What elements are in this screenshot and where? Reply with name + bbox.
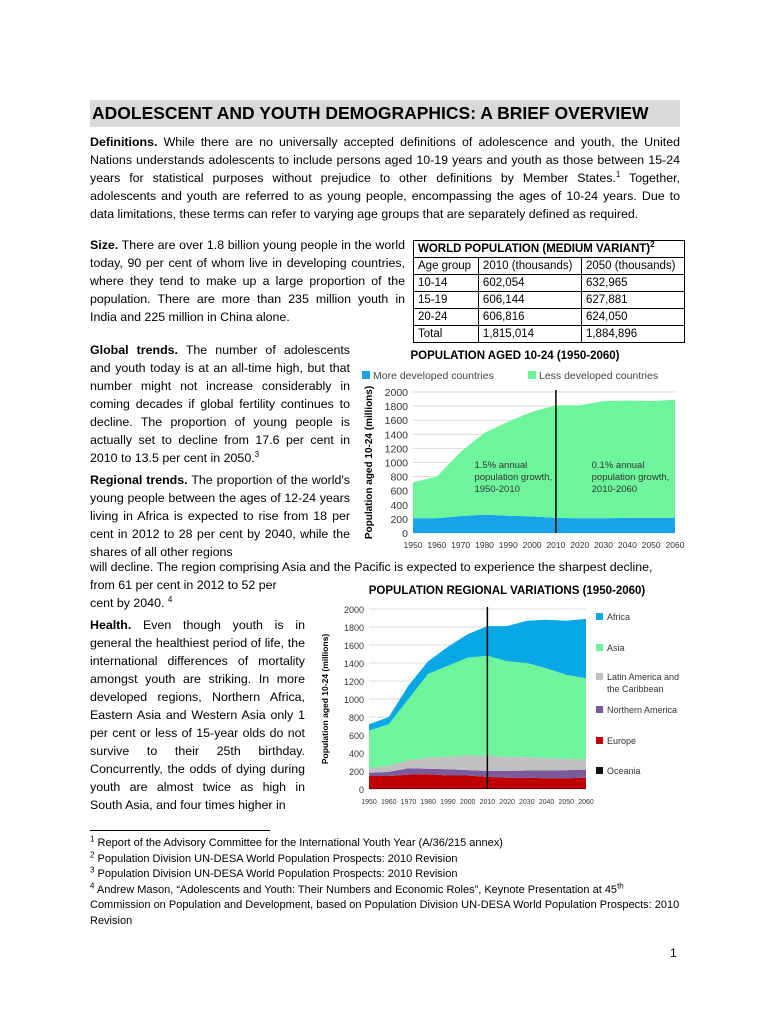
annotation-text: population growth, [474, 472, 553, 484]
y-tick-label: 2000 [384, 387, 408, 399]
page-number: 1 [670, 946, 677, 960]
x-tick-label: 2060 [578, 799, 594, 806]
table-header-row: Age group 2010 (thousands) 2050 (thousands) [414, 258, 685, 275]
x-tick-label: 1990 [440, 799, 456, 806]
y-tick-label: 0 [358, 785, 364, 795]
size-heading: Size. [90, 238, 119, 252]
area-asia [369, 656, 586, 769]
size-paragraph [90, 236, 405, 326]
global-trends-paragraph [90, 341, 350, 467]
regional-text: The proportion of the world's young people between the ages of 12-24 years living in Africa is expected to rise from 18 per cent in 2012 to 28 per cent by 2040, while the shares of all other regions [90, 473, 350, 559]
x-tick-label: 1990 [498, 540, 518, 550]
x-tick-label: 2000 [459, 799, 476, 806]
x-tick-label: 2050 [558, 799, 575, 806]
legend-label: Northern America [607, 705, 678, 715]
y-tick-label: 400 [348, 749, 364, 759]
table-row: 20-24 606,816 624,050 [414, 309, 685, 326]
y-tick-label: 200 [348, 767, 364, 777]
chart-title: POPULATION AGED 10-24 (1950-2060) [410, 350, 620, 362]
area-less-developed-countries [413, 400, 675, 518]
y-tick-label: 1000 [384, 457, 408, 470]
legend-swatch [596, 673, 603, 680]
legend-swatch [596, 767, 603, 774]
legend-swatch [596, 644, 603, 651]
annotation-text: population growth, [591, 472, 670, 484]
legend-swatch [596, 613, 603, 620]
page-title: ADOLESCENT AND YOUTH DEMOGRAPHICS: A BRIEF OVERVIEW [90, 100, 680, 127]
annotation-text: 1.5% annual [474, 460, 528, 472]
x-tick-label: 2060 [665, 540, 685, 550]
x-tick-label: 1980 [420, 799, 436, 806]
health-paragraph [90, 616, 305, 814]
x-tick-label: 1980 [474, 540, 494, 550]
annotation-text: 1950-2010 [474, 484, 520, 496]
y-tick-label: 0 [402, 528, 408, 540]
legend-label: the Caribbean [607, 684, 664, 694]
population-aged-chart [360, 345, 690, 560]
definitions-paragraph [90, 133, 680, 223]
regional-heading: Regional trends. [90, 473, 188, 487]
y-tick-label: 2000 [343, 605, 364, 615]
legend-label: Less developed countries [539, 370, 659, 382]
x-tick-label: 1970 [400, 799, 417, 806]
health-text: Even though youth is in general the healthiest period of life, the international differences of mortality amongst youth are striking. In more developed regions, Northern Africa, Eastern Asia and Western Asia only 1 per cent or less of 15-year olds do not survive to their 25th birthday. Concurrently, the odds of dying during youth are almost twice as high in South Asia, and four times higher in [90, 618, 305, 812]
global-text: The number of adolescents and youth today is at an all-time high, but that number might not increase considerably in coming decades if global fertility continues to decline. The proportion of young people is actually set to decline from 17.6 per cent in 2010 to 13.5 per cent in 2050. [90, 343, 350, 465]
footnote-ref: 3 [254, 449, 260, 459]
health-heading: Health. [90, 618, 132, 632]
x-tick-label: 1970 [451, 540, 471, 550]
y-tick-label: 600 [348, 731, 364, 741]
footnote: $^4$ Andrew Mason, “Adolescents and Youth: Their Numbers and Economic Roles”, Keynote Presentation at 45th Commission on Population and Development, based on Population Division UN-DESA World Population Prospects: 2010 Revision [90, 880, 680, 927]
x-tick-label: 2020 [499, 799, 515, 806]
x-tick-label: 2000 [522, 540, 542, 550]
x-tick-label: 2040 [538, 799, 555, 806]
legend-swatch [596, 737, 603, 744]
x-tick-label: 2040 [617, 540, 637, 550]
legend-label: Latin America and [607, 672, 680, 682]
x-tick-label: 2020 [570, 540, 590, 550]
annotation-text: 0.1% annual [591, 460, 645, 472]
table-row: 15-19 606,144 627,881 [414, 292, 685, 309]
y-tick-label: 1000 [343, 695, 364, 705]
x-tick-label: 1960 [427, 540, 447, 550]
y-axis-label: Population aged 10-24 (millions) [320, 633, 330, 765]
footnote: $^3$ Population Division UN-DESA World Population Prospects: 2010 Revision [90, 865, 458, 880]
chart-title: POPULATION REGIONAL VARIATIONS (1950-2060) [368, 585, 646, 597]
annotation-text: 2010-2060 [591, 484, 638, 496]
legend-swatch [596, 706, 603, 713]
y-tick-label: 400 [390, 499, 408, 512]
legend-swatch [528, 371, 536, 379]
regional-variations-chart [320, 580, 690, 812]
x-tick-label: 1950 [403, 540, 423, 550]
world-population-table [413, 240, 685, 343]
table-row: Total 1,815,014 1,884,896 [414, 326, 685, 343]
x-tick-label: 2030 [519, 799, 535, 806]
table-title: WORLD POPULATION (MEDIUM VARIANT)$^2$ [414, 241, 685, 258]
footnotes [90, 836, 680, 929]
x-tick-label: 1960 [380, 799, 397, 806]
y-tick-label: 200 [390, 513, 408, 526]
definitions-text-2: Together, adolescents and youth are referred to as young people, encompassing the ages of 10-24 years. Due to data limitations, these terms can refer to varying age groups that are separately defined as required. [90, 171, 681, 221]
y-tick-label: 1400 [384, 429, 408, 442]
legend-label: Europe [607, 736, 637, 746]
y-tick-label: 1800 [384, 401, 408, 414]
definitions-text: While there are no universally accepted definitions of adolescence and youth, the United Nations understands adolescents to include persons aged 10-19 years and youth as those between 15-24 years for statistical purposes without prejudice to other definitions by Member States. [90, 135, 680, 185]
footnote: $^2$ Population Division UN-DESA World Population Prospects: 2010 Revision [90, 849, 458, 865]
regional-line-3: from 61 per cent in 2012 to 52 per [90, 578, 277, 592]
legend-label: Asia [607, 643, 625, 653]
y-tick-label: 1600 [343, 641, 364, 651]
regional-line-2: will decline. The region comprising Asia and the Pacific is expected to experience the sharpest decline, [90, 560, 653, 574]
footnote-ref: 1 [615, 169, 621, 179]
footnote-divider [90, 830, 270, 831]
x-tick-label: 2010 [479, 799, 496, 806]
y-axis-label: Population aged 10-24 (millions) [364, 385, 375, 540]
x-tick-label: 2010 [546, 540, 566, 550]
legend-label: More developed countries [373, 370, 494, 382]
legend-label: Africa [607, 612, 631, 622]
y-tick-label: 1600 [384, 415, 408, 428]
y-tick-label: 800 [390, 471, 408, 484]
legend-swatch [362, 371, 370, 379]
footnote: $^1$ Report of the Advisory Committee for the International Youth Year (A/36/215 annex) [90, 834, 503, 849]
legend-label: Oceania [607, 766, 641, 776]
y-tick-label: 1400 [343, 659, 364, 669]
y-tick-label: 800 [348, 713, 364, 723]
definitions-heading: Definitions. [90, 135, 158, 149]
regional-trends-paragraph [90, 471, 350, 561]
global-heading: Global trends. [90, 343, 178, 357]
y-tick-label: 1800 [343, 623, 364, 633]
y-tick-label: 600 [390, 485, 408, 498]
x-tick-label: 2030 [594, 540, 614, 550]
table-row: 10-14 602,054 632,965 [414, 275, 685, 292]
regional-line-4: cent by 2040. $^4$ [90, 594, 173, 610]
y-tick-label: 1200 [384, 443, 408, 456]
y-tick-label: 1200 [343, 677, 364, 687]
x-tick-label: 1950 [361, 799, 377, 806]
x-tick-label: 2050 [641, 540, 661, 550]
size-text: There are over 1.8 billion young people in the world today, 90 per cent of whom live in developing countries, where they tend to make up a large proportion of the population. There are more than 235 million youth in India and 225 million in China alone. [90, 238, 405, 324]
